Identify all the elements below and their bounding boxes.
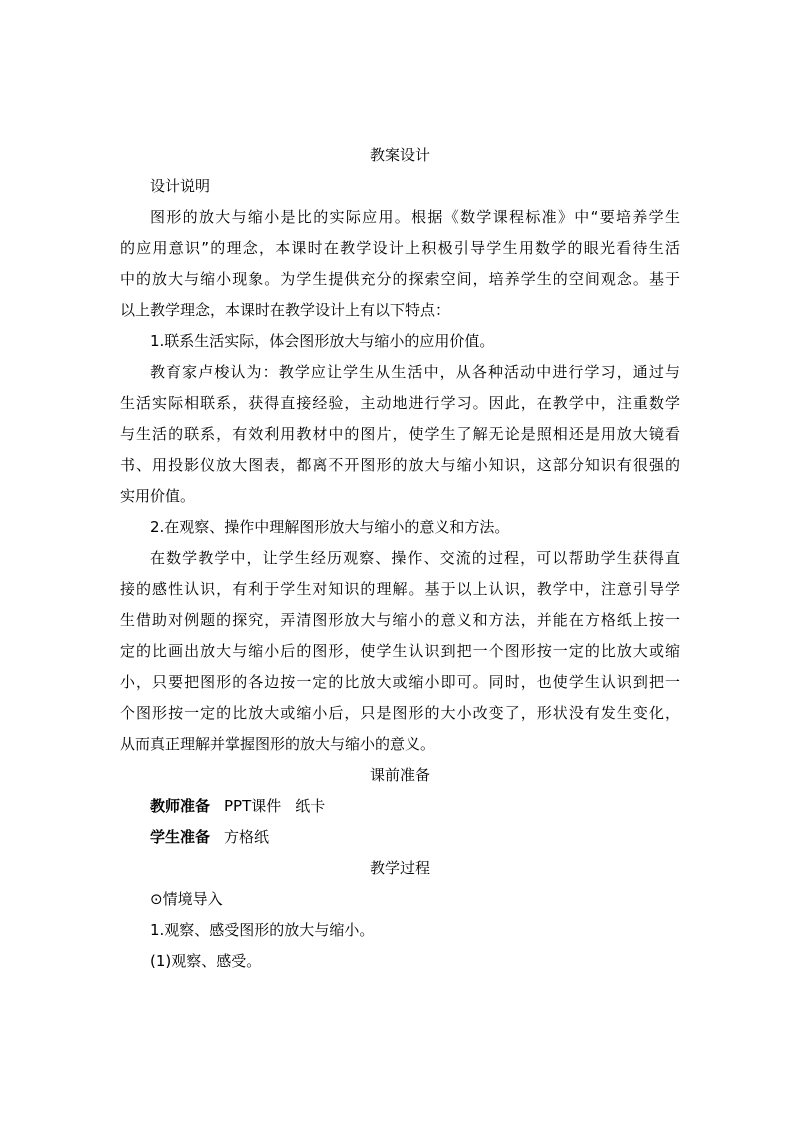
design-heading: 设计说明 (150, 177, 211, 195)
paragraph-line: 从而真正理解并掌握图形的放大与缩小的意义。 (120, 735, 436, 753)
teacher-prep-row (120, 791, 680, 822)
section-intro: ⊙情境导入 (150, 890, 223, 908)
paragraph-line: 在数学教学中，让学生经历观察、操作、交流的过程，可以帮助学生获得直 (150, 549, 680, 567)
teacher-prep-label: 教师准备 (150, 797, 211, 815)
teacher-prep-item: PPT课件 (224, 797, 282, 815)
process-heading: 教学过程 (369, 859, 430, 877)
paragraph-line: 的应用意识”的理念，本课时在教学设计上积极引导学生用数学的眼光看待生活 (120, 239, 680, 257)
paragraph-line: 以上教学理念，本课时在教学设计上有以下特点： (120, 301, 451, 319)
paragraph-line: 生活实际相联系，获得直接经验，主动地进行学习。因此，在教学中，注重数学 (120, 394, 680, 412)
student-prep-row (120, 822, 680, 853)
paragraph-line: 小，只要把图形的各边按一定的比放大或缩小即可。同时，也使学生认识到把一 (120, 673, 680, 691)
paragraph-line: 实用价值。 (120, 487, 196, 505)
document-title: 教案设计 (369, 146, 430, 164)
student-prep-label: 学生准备 (150, 828, 211, 846)
paragraph-line: 书、用投影仪放大图表，都离不开图形的放大与缩小知识，这部分知识有很强的 (120, 456, 680, 474)
step-subheading: (1)观察、感受。 (150, 952, 262, 970)
step-heading: 1.观察、感受图形的放大与缩小。 (150, 921, 375, 939)
paragraph-line: 中的放大与缩小现象。为学生提供充分的探索空间，培养学生的空间观念。基于 (120, 270, 680, 288)
prep-heading: 课前准备 (369, 766, 430, 784)
paragraph-line: 接的感性认识，有利于学生对知识的理解。基于以上认识，教学中，注意引导学 (120, 580, 680, 598)
point-heading: 2.在观察、操作中理解图形放大与缩小的意义和方法。 (150, 518, 510, 536)
paragraph-line: 教育家卢梭认为：教学应让学生从生活中，从各种活动中进行学习，通过与 (150, 363, 680, 381)
paragraph-line: 个图形按一定的比放大或缩小后，只是图形的大小改变了，形状没有发生变化， (120, 704, 680, 722)
teacher-prep-item: 纸卡 (295, 797, 326, 815)
paragraph-line: 定的比画出放大与缩小后的图形，使学生认识到把一个图形按一定的比放大或缩 (120, 642, 680, 660)
paragraph-line: 与生活的联系，有效利用教材中的图片，使学生了解无论是照相还是用放大镜看 (120, 425, 680, 443)
paragraph-line: 图形的放大与缩小是比的实际应用。根据《数学课程标准》中“要培养学生 (150, 208, 680, 226)
point-heading: 1.联系生活实际，体会图形放大与缩小的应用价值。 (150, 332, 495, 350)
document-body (120, 140, 680, 977)
student-prep-item: 方格纸 (224, 828, 270, 846)
paragraph-line: 生借助对例题的探究，弄清图形放大与缩小的意义和方法，并能在方格纸上按一 (120, 611, 680, 629)
